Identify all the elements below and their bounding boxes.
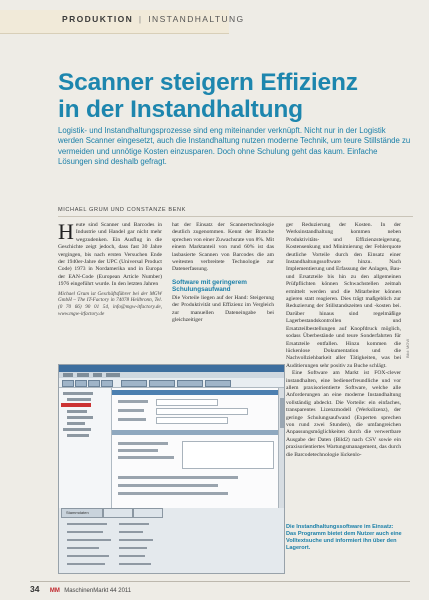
table-row [119,547,147,549]
table-row [119,539,153,541]
table-row [119,531,143,533]
headline-line-2: in der Instandhaltung [58,96,303,123]
drop-cap: H [58,219,74,244]
tab-stammdaten [61,508,103,518]
window-title-bar [59,365,284,372]
image-placeholder [182,441,274,469]
tab [133,508,163,518]
tab [103,508,133,518]
figure-caption: Die Instandhaltungssoftware im Einsatz: Das Programm bietet dem Nutzer auch eine Volltextsuche und informiert ihn über den Lagerort. [286,524,402,551]
toolbar-button [75,380,87,387]
table-row [119,555,145,557]
form-label [118,442,168,445]
headline-line-1: Scanner steigern Effizienz [58,69,358,96]
panel-header [112,390,284,395]
form-field [156,417,228,424]
toolbar-button [177,380,203,387]
page-footer [30,584,131,594]
table-row [119,563,151,565]
table-row [119,523,149,525]
article-byline: MICHAEL GRUM UND CONSTANZE BENK [58,207,186,213]
table-row [67,547,99,549]
panel-divider [112,430,284,435]
footer-divider [30,581,410,582]
tree-node [67,398,91,401]
section-separator: | [138,14,143,24]
body-paragraph: Eine Software am Markt ist FOX-clever instandhalten, eine bedienerfreundliche und vor allem praxisorientierte Software, welche alle Anforderungen an eine moderne Instandhaltung vollständig abdeckt. Die Vorteile: ein einfaches, transparentes Lizenzmodell (Werkslizenz), der geringe Schulungsaufwand (Experten sprechen von rund zwei Stunden), die umfangreichen Anpassungsmöglichkeiten durch die verwertbare Ausgabe der Daten (Bild2) nach CSV sowie ein praxisorientiertes Wartungsmanagement, das durch die Barcodetechnologie lückenlo- [286,370,401,458]
body-paragraph: ger Reduzierung der Kosten. In der Werksinstandhaltung kommen neben Produktivitäts- und Effizienzsteigerung, Kostensenkung und Minimierung der Fehlerquote deutliche Vorteile durch den Einsatz einer Instandhaltungssoftware hinzu. Nach Implementierung und Erfassung der Anlagen, Bau- und Ersatzteile bis hin zu den allgemeinen Prüfpflichten können Schwachstellen zeitnah ermittelt werden und die Mitarbeiter können agieren statt reagieren. Dies trägt maßgeblich zur Reduzierung der Stillstandszeiten und -kosten bei. Darüber hinaus sind regelmäßige Lagerbestandskontrollen und Ersatzteilbestellungen auf Knopfdruck möglich, sodass Überbestände und teure Sonderfahrten für Ersatzteile entfallen. Hinzu kommen die lückenlose Dokumentation und die Nachvollziehbarkeit aller Tätigkeiten, was bei Auditierungen sehr positiv zu Buche schlägt. [286,222,401,369]
article-headline [58,69,418,123]
body-paragraph [58,219,162,289]
tree-node [67,410,87,413]
tree-node [67,416,93,419]
toolbar-button [88,380,100,387]
scroll-thumb [280,398,284,428]
menu-item [106,373,120,377]
section-label [62,14,245,24]
form-label [118,456,174,459]
form-label [118,476,238,479]
toolbar-button [121,380,147,387]
tree-node [63,428,91,431]
form-field [156,399,218,406]
form-label [118,484,218,487]
table-row [67,539,111,541]
form-label [118,449,158,452]
sub-panel [59,508,284,573]
form-label [118,409,144,412]
body-column-3 [286,222,401,459]
table-row [67,563,105,565]
menu-item [93,373,102,377]
toolbar-button [205,380,231,387]
form-label [118,418,146,421]
table-row [67,555,109,557]
form-label [118,492,228,495]
table-row [67,531,103,533]
body-paragraph: hat der Einsatz der Scannertechnologie deutlich zugenommen. Kennt der Branche sprechen von einer Zuwachsrate von 8%. Mit einem Marktanteil von rund 60% ist das lasbasierte Scannen von Barcodes die am weitesten verbreitete Technologie zur Datenerfassung. [172,222,274,273]
form-label [118,400,148,403]
body-paragraph: Die Vorteile liegen auf der Hand: Steigerung der Produktivität und Effizienz im Vergleich zur manuellen Dateneingabe bei gleichzeitiger [172,295,274,324]
toolbar-button [149,380,175,387]
scrollbar [278,388,285,508]
article-subhead: Software mit geringerem Schulungsaufwand [172,278,247,294]
publication-logo: MM [49,588,60,594]
toolbar-button [101,380,113,387]
section-subname: INSTANDHALTUNG [148,14,245,24]
author-note: Michael Grum ist Geschäftsführer bei der MGW GmbH – The IT-Factory in 74078 Heilbronn, Tel. (0 70 66) 90 01 54, info@mgw-itfactory.de, www.mgw-itfactory.de [58,290,162,318]
photo-credit: Bild: MGW [405,338,410,358]
toolbar-button [62,380,74,387]
publication-issue: MaschinenMarkt 44 2011 [64,588,132,594]
tab-label: Stammdaten [66,510,89,515]
tree-node [67,434,89,437]
tree-node-selected [61,403,91,407]
body-column-1 [58,219,162,318]
menu-item [77,373,89,377]
detail-panel [112,388,284,508]
byline-divider [58,216,413,217]
navigation-tree [59,388,112,508]
toolbar [59,378,284,388]
body-column-2 [172,222,274,325]
form-field [156,408,248,415]
section-name: PRODUKTION [62,14,134,24]
tree-node [67,422,85,425]
article-lead: Logistik- und Instandhaltungsprozesse sind eng miteinander verknüpft. Nicht nur in der Logistik werden Scanner eingesetzt, auch die Instandhaltung nutzen moderne Technik, um teure Stillstände zu vermeiden und unnötige Kosten einzusparen. Doch ohne Schulung geht das kaum. Einfache Lösungen sind deshalb gefragt. [58,126,411,166]
body-text: eute sind Scanner und Barcodes in Industrie und Handel gar nicht mehr wegzudenken. Ein Ausflug in die Geschichte zeigt jedoch, dass fast 30 Jahre vergingen, bis nach ersten Versuchen Ende der 1940er-Jahre der UPC (Universal Product Code) 1973 in Nordamerika und in Europa der EAN-Code (European Article Number) 1976 eingeführt wurde. In den letzten Jahren [58,222,162,288]
table-row [67,523,107,525]
page-number: 34 [30,584,40,594]
tree-node [63,392,93,395]
menu-item [63,373,73,377]
software-screenshot-figure [58,364,285,574]
